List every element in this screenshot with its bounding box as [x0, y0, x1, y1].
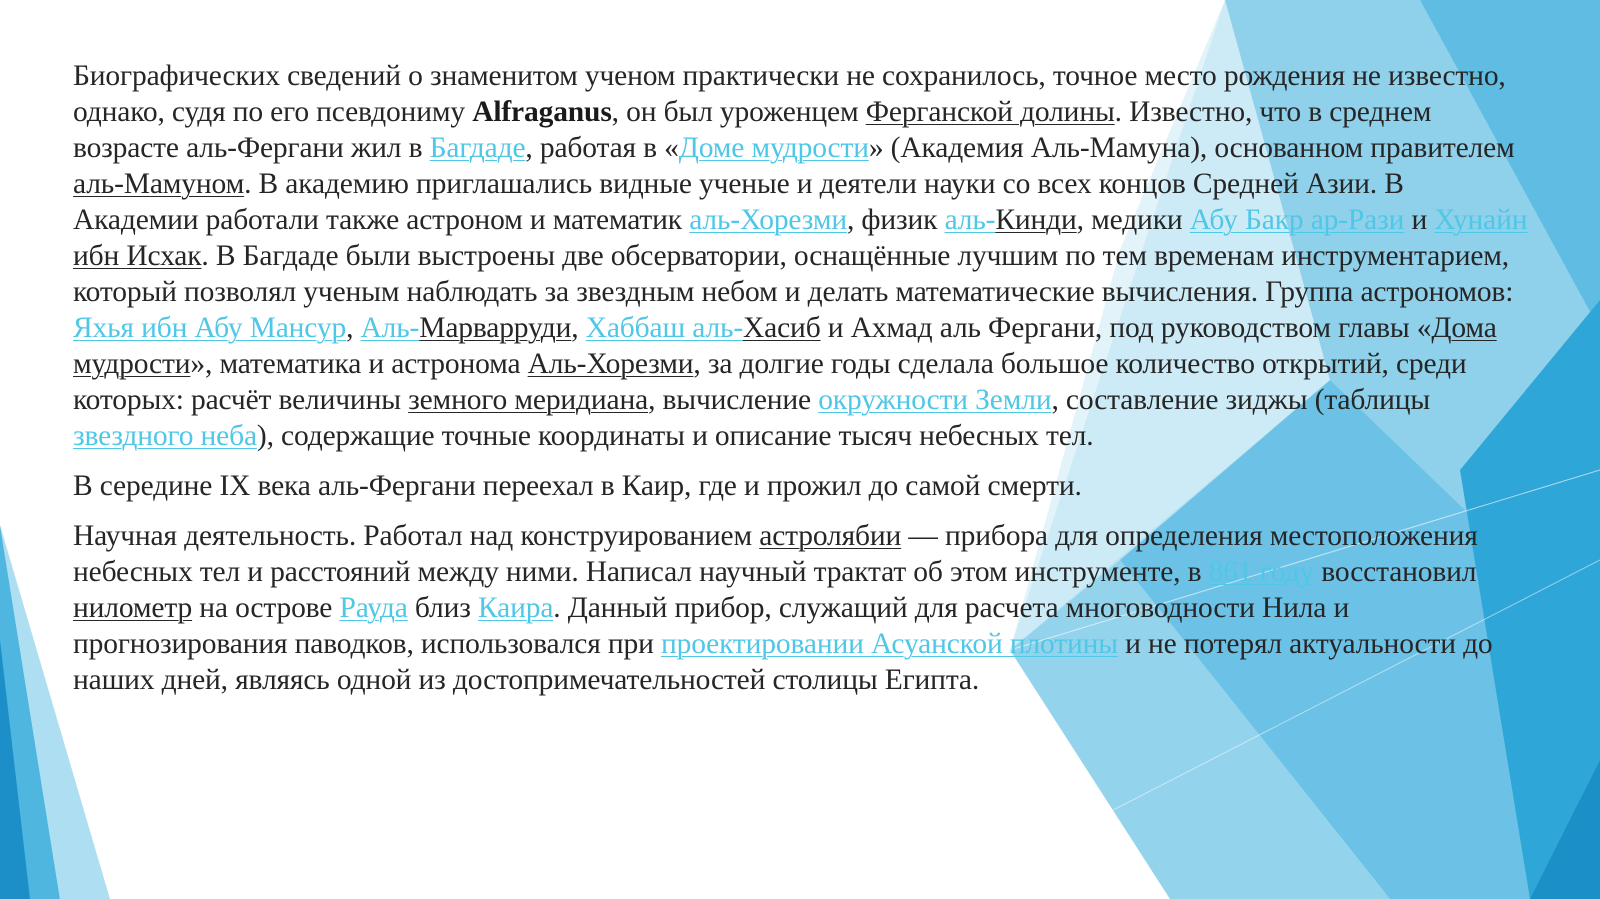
link-al-khwarizmi[interactable]: аль-Хорезми: [689, 204, 847, 236]
text-run: ,: [346, 312, 361, 344]
text-run: Биографических сведений о знаменитом ученом практически не сохранилось, точное место рождения не известно, однако, судя по его псевдониму: [73, 60, 1506, 128]
link-earth-circumference[interactable]: окружности Земли: [818, 384, 1052, 416]
text-run: . В Багдаде были выстроены две обсерватории, оснащённые лучшим по тем временам инструментарием, который позволял ученым наблюдать за звездным небом и делать математические вычисления. Группа астрономов:: [73, 240, 1514, 308]
alias-bold: Alfraganus: [472, 96, 612, 128]
link-rauda[interactable]: Рауда: [339, 592, 408, 624]
link-hasib[interactable]: Хасиб: [743, 312, 821, 344]
link-astrolabe[interactable]: астролябии: [759, 520, 902, 552]
text-run: , физик: [846, 204, 945, 236]
link-house-of-wisdom-2[interactable]: Дома мудрости: [73, 312, 1497, 380]
text-run: ,: [571, 312, 586, 344]
text-run: и Ахмад аль Фергани, под руководством главы «: [820, 312, 1432, 344]
text-run: восстановил: [1314, 556, 1477, 588]
text-run: , составление зиджы (таблицы: [1051, 384, 1431, 416]
slide-text-body: [73, 58, 1533, 712]
link-ibn-ishaq[interactable]: ибн Исхак: [73, 240, 202, 272]
text-run: — прибора для определения местоположения небесных тел и расстояний между ними. Написал научный трактат об этом инструменте, в: [73, 520, 1478, 588]
link-yahya-ibn-abu-mansur[interactable]: Яхья ибн Абу Мансур: [73, 312, 347, 344]
link-habash[interactable]: Хаббаш аль-: [585, 312, 744, 344]
text-run: В середине IX века аль-Фергани переехал в Каир, где и прожил до самой смерти.: [73, 470, 1082, 502]
text-run: , медики: [1076, 204, 1190, 236]
paragraph-biography: [73, 58, 1533, 454]
link-marvarrudi[interactable]: Марварруди: [419, 312, 572, 344]
link-cairo[interactable]: Каира: [478, 592, 554, 624]
text-run: и: [1404, 204, 1435, 236]
text-run: и не потерял актуальности до наших дней, являясь одной из достопримечательностей столицы Египта.: [73, 628, 1493, 696]
paragraph-cairo: [73, 468, 1533, 504]
link-starry-sky[interactable]: звездного неба: [73, 420, 257, 452]
text-run: . Известно, что в среднем возрасте аль-Фергани жил в: [73, 96, 1432, 164]
text-run: близ: [407, 592, 478, 624]
link-kindi[interactable]: Кинди: [995, 204, 1077, 236]
text-run: на острове: [192, 592, 340, 624]
text-run: , вычисление: [648, 384, 819, 416]
link-al-prefix[interactable]: аль-: [944, 204, 996, 236]
link-al-mamun[interactable]: аль-Мамуном: [73, 168, 245, 200]
link-earth-meridian[interactable]: земного меридиана: [408, 384, 649, 416]
text-run: , работая в «: [525, 132, 679, 164]
link-al-khwarizmi-2[interactable]: Аль-Хорезми: [527, 348, 694, 380]
link-al-prefix-2[interactable]: Аль-: [360, 312, 420, 344]
link-house-of-wisdom[interactable]: Доме мудрости: [678, 132, 869, 164]
link-fergana-valley[interactable]: Ферганской долины: [865, 96, 1115, 128]
text-run: , он был уроженцем: [611, 96, 866, 128]
paragraph-scientific-activity: [73, 518, 1533, 698]
text-run: ), содержащие точные координаты и описание тысяч небесных тел.: [256, 420, 1094, 452]
text-run: » (Академия Аль-Мамуна), основанном правителем: [868, 132, 1515, 164]
link-aswan-dam-design[interactable]: проектировании Асуанской плотины: [660, 628, 1118, 660]
link-baghdad[interactable]: Багдаде: [429, 132, 526, 164]
text-run: », математика и астронома: [190, 348, 528, 380]
link-nilometer[interactable]: нилометр: [73, 592, 193, 624]
text-run: Научная деятельность. Работал над конструированием: [73, 520, 760, 552]
text-run: . В академию приглашались видные ученые и деятели науки со всех концов Средней Азии. В Академии работали также астроном и математик: [73, 168, 1404, 236]
link-hunayn[interactable]: Хунайн: [1434, 204, 1528, 236]
text-run: , за долгие годы сделала большое количество открытий, среди которых: расчёт величины: [73, 348, 1467, 416]
link-abu-bakr-ar-razi[interactable]: Абу Бакр ар-Рази: [1189, 204, 1405, 236]
link-year-861[interactable]: 861 году: [1208, 556, 1315, 588]
text-run: . Данный прибор, служащий для расчета многоводности Нила и прогнозирования паводков, использовался при: [73, 592, 1350, 660]
